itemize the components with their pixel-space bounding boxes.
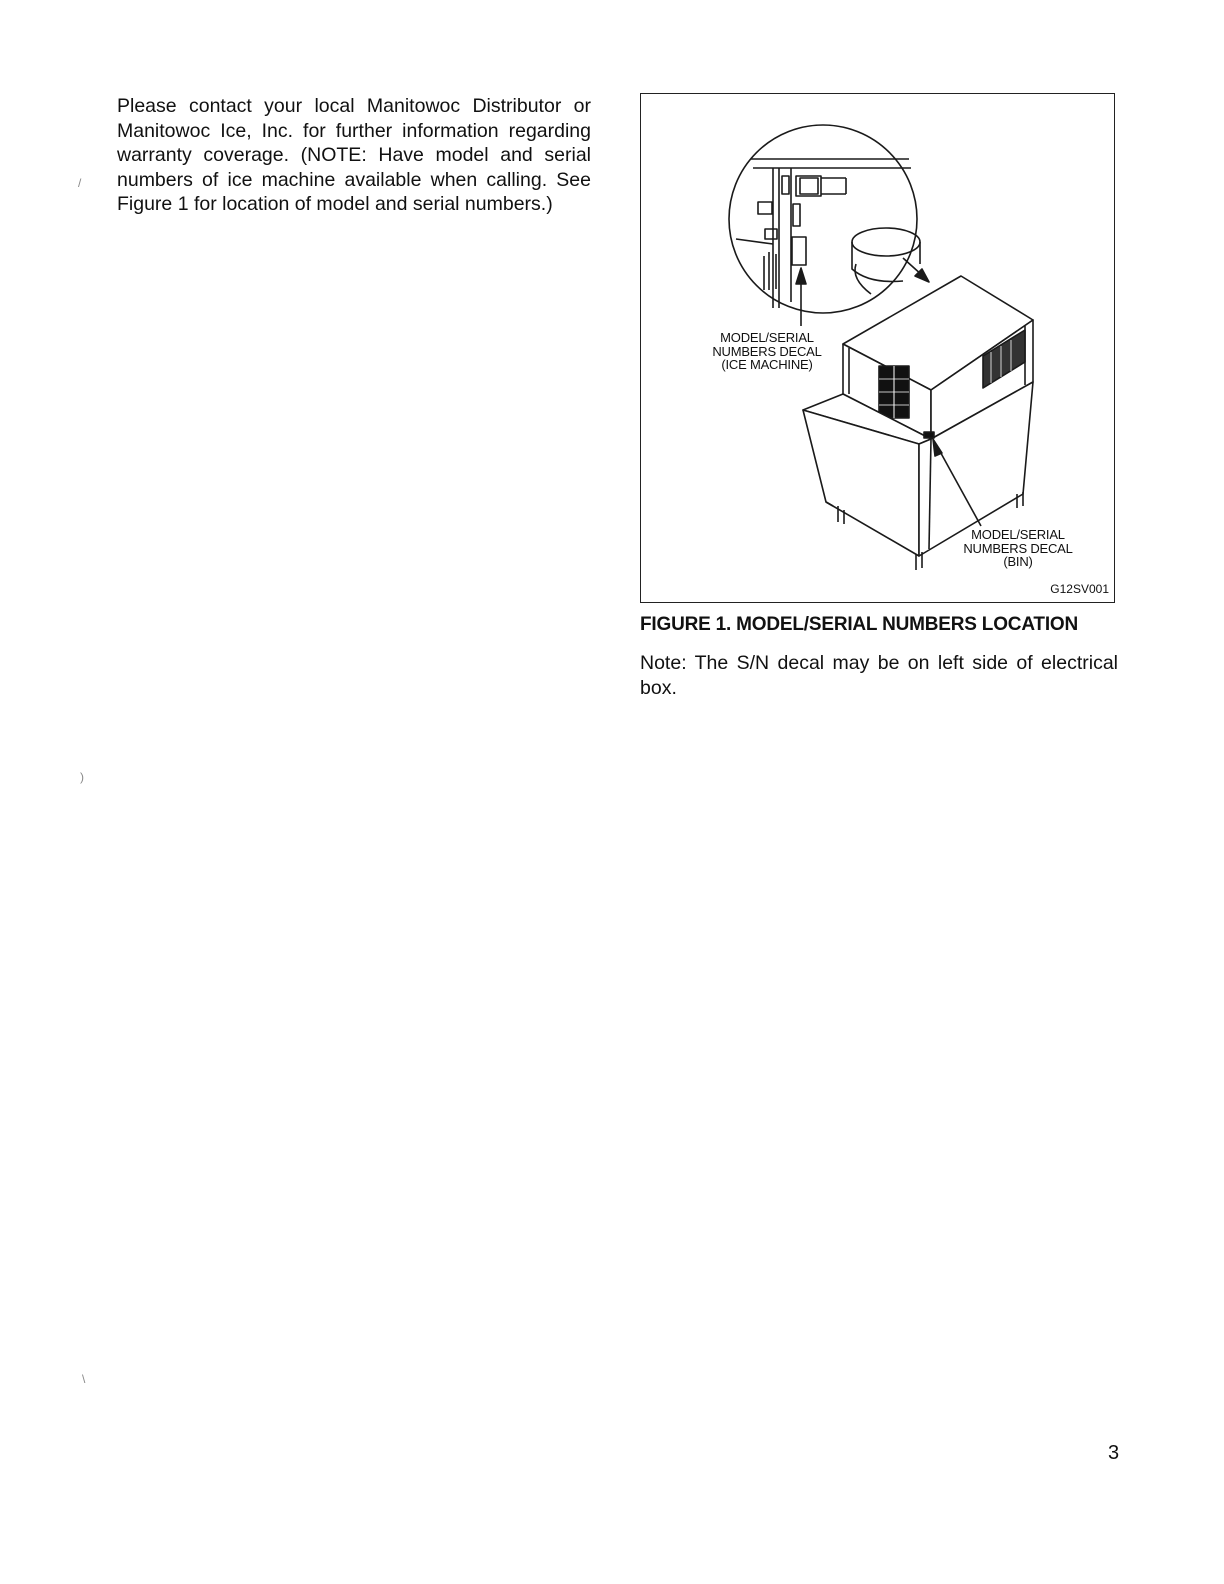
detail-magnifier-circle (729, 125, 917, 313)
page-number: 3 (1108, 1442, 1120, 1464)
figure-caption: FIGURE 1. MODEL/SERIAL NUMBERS LOCATION (640, 614, 1079, 635)
bin-decal-marker (924, 432, 934, 438)
machine-label-line-1: MODEL/SERIAL (720, 330, 814, 345)
figure-code: G12SV001 (1050, 582, 1109, 596)
figure-frame (640, 93, 1115, 603)
figure-note: Note: The S/N decal may be on left side of electrical box. (640, 652, 1118, 699)
scan-speck: \ (82, 1372, 86, 1386)
machine-decal-label (697, 331, 837, 372)
bin-label-line-2: NUMBERS DECAL (963, 540, 1073, 556)
scan-speck: / (78, 176, 82, 190)
scan-speck: ) (80, 770, 84, 784)
warranty-paragraph: Please contact your local Manitowoc Distributor or Manitowoc Ice, Inc. for further information regarding warranty coverage. (NOTE: Have model and serial numbers of ice machine available when calling. See Figure 1 for location of model and serial numbers.) (117, 95, 591, 216)
machine-label-line-2: NUMBERS DECAL (712, 343, 822, 359)
front-grille (879, 366, 909, 418)
bin-label-line-1: MODEL/SERIAL (971, 527, 1065, 542)
machine-label-line-3: (ICE MACHINE) (721, 357, 813, 372)
bin-label-line-3: (BIN) (1003, 554, 1033, 569)
bin-decal-label (951, 528, 1085, 569)
machine-decal-detail (792, 237, 806, 265)
